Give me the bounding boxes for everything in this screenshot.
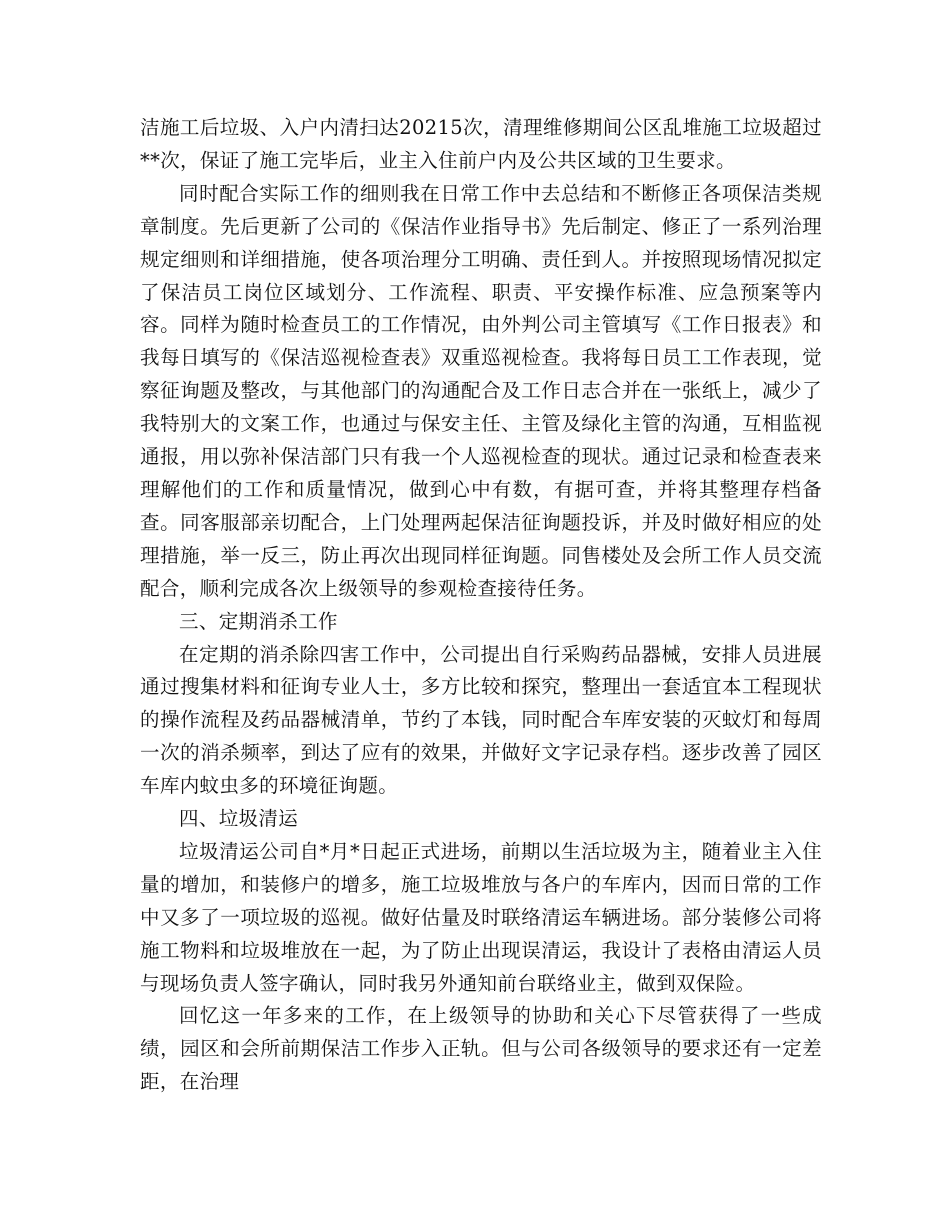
paragraph-review: 回忆这一年多来的工作，在上级领导的协助和关心下尽管获得了一些成绩，园区和会所前期保洁工作步入正轨。但与公司各级领导的要求还有一定差距，在治理 <box>140 1004 822 1094</box>
document-page <box>140 112 822 1099</box>
section-heading-pest-control: 三、定期消杀工作 <box>179 609 338 633</box>
section-heading-garbage: 四、垃圾清运 <box>179 807 299 831</box>
paragraph-continuation: 洁施工后垃圾、入户内清扫达20215次，清理维修期间公区乱堆施工垃圾超过**次，保证了施工完毕后，业主入住前户内及公共区域的卫生要求。 <box>140 116 822 172</box>
paragraph-regulations: 同时配合实际工作的细则我在日常工作中去总结和不断修正各项保洁类规章制度。先后更新了公司的《保洁作业指导书》先后制定、修正了一系列治理规定细则和详细措施，使各项治理分工明确、责任到人。并按照现场情况拟定了保洁员工岗位区域划分、工作流程、职责、平安操作标准、应急预案等内容。同样为随时检查员工的工作情况，由外判公司主管填写《工作日报表》和我每日填写的《保洁巡视检查表》双重巡视检查。我将每日员工工作表现，觉察征询题及整改，与其他部门的沟通配合及工作日志合并在一张纸上，减少了我特别大的文案工作，也通过与保安主任、主管及绿化主管的沟通，互相监视通报，用以弥补保洁部门只有我一个人巡视检查的现状。通过记录和检查表来理解他们的工作和质量情况，做到心中有数，有据可查，并将其整理存档备查。同客服部亲切配合，上门处理两起保洁征询题投诉，并及时做好相应的处理措施，举一反三，防止再次出现同样征询题。同售楼处及会所工作人员交流配合，顺利完成各次上级领导的参观检查接待任务。 <box>140 181 822 600</box>
paragraph-garbage: 垃圾清运公司自*月*日起正式进场，前期以生活垃圾为主，随着业主入住量的增加，和装修户的增多，施工垃圾堆放与各户的车库内，因而日常的工作中又多了一项垃圾的巡视。做好估量及时联络清运车辆进场。部分装修公司将施工物料和垃圾堆放在一起，为了防止出现误清运，我设计了表格由清运人员与现场负责人签字确认，同时我另外通知前台联络业主，做到双保险。 <box>140 839 822 995</box>
paragraph-pest-control: 在定期的消杀除四害工作中，公司提出自行采购药品器械，安排人员进展通过搜集材料和征询专业人士，多方比较和探究，整理出一套适宜本工程现状的操作流程及药品器械清单，节约了本钱，同时配合车库安装的灭蚊灯和每周一次的消杀频率，到达了应有的效果，并做好文字记录存档。逐步改善了园区车库内蚊虫多的环境征询题。 <box>140 642 822 798</box>
